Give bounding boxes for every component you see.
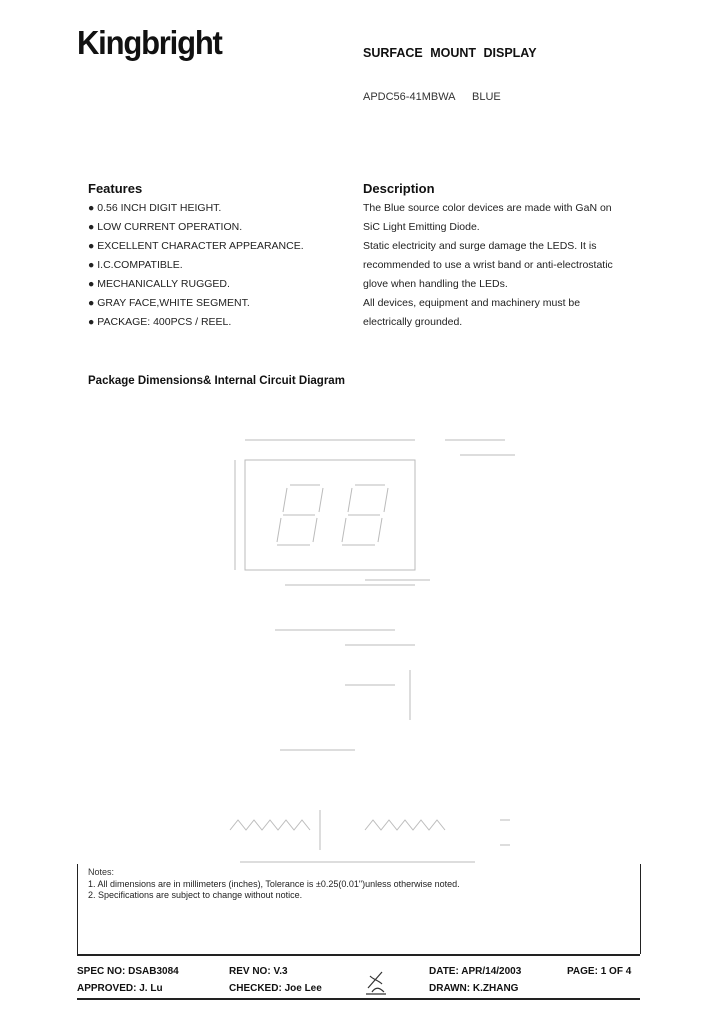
spec-no — [77, 966, 179, 977]
note-line: 2. Specifications are subject to change without notice. — [88, 890, 303, 900]
footer-rule-top — [77, 954, 640, 956]
drawn-value: K.ZHANG — [472, 983, 519, 994]
checked — [229, 983, 322, 994]
drawn-label: DRAWN: — [429, 983, 471, 994]
notes-title: Notes: — [88, 867, 115, 877]
feature-item: ● PACKAGE: 400PCS / REEL. — [88, 316, 232, 328]
signature-mark — [364, 966, 388, 996]
description-line: glove when handling the LEDs. — [363, 278, 508, 290]
feature-item: ● EXCELLENT CHARACTER APPEARANCE. — [88, 240, 304, 252]
part-number: APDC56-41MBWA — [363, 91, 456, 103]
description-heading: Description — [363, 181, 435, 196]
drawing-digit-2 — [342, 485, 388, 545]
description-line: electrically grounded. — [363, 316, 463, 328]
description-line: Static electricity and surge damage the LEDS. It is — [363, 240, 597, 252]
package-dimensions-heading: Package Dimensions& Internal Circuit Diagram — [88, 375, 345, 387]
rev-no — [229, 966, 288, 977]
page-label: PAGE: — [567, 966, 598, 977]
part-color: BLUE — [472, 91, 501, 103]
approved — [77, 983, 163, 994]
approved-value: J. Lu — [139, 983, 163, 994]
feature-item: ● MECHANICALLY RUGGED. — [88, 278, 230, 290]
footer-rule-bottom — [77, 998, 640, 1000]
date-value: APR/14/2003 — [461, 966, 522, 977]
feature-item: ● I.C.COMPATIBLE. — [88, 259, 183, 271]
document-type: SURFACE MOUNT DISPLAY — [363, 46, 537, 60]
description-line: SiC Light Emitting Diode. — [363, 221, 480, 233]
checked-label: CHECKED: — [229, 983, 282, 994]
approved-label: APPROVED: — [77, 983, 137, 994]
notes-box — [77, 864, 641, 954]
date — [429, 966, 521, 977]
description-line: The Blue source color devices are made with GaN on — [363, 202, 612, 214]
drawn — [429, 983, 518, 994]
spec-no-label: SPEC NO: — [77, 966, 126, 977]
spec-no-value: DSAB3084 — [128, 966, 179, 977]
date-label: DATE: — [429, 966, 459, 977]
features-heading: Features — [88, 181, 143, 196]
rev-no-label: REV NO: — [229, 966, 271, 977]
feature-item: ● GRAY FACE,WHITE SEGMENT. — [88, 297, 250, 309]
brand-logo: Kingbright — [77, 24, 222, 62]
checked-value: Joe Lee — [284, 983, 322, 994]
drawing-front-outline — [245, 460, 415, 570]
note-line: 1. All dimensions are in millimeters (inches), Tolerance is ±0.25(0.01")unless otherwise noted. — [88, 879, 460, 889]
page-count — [567, 966, 631, 977]
page-value: 1 OF 4 — [600, 966, 632, 977]
rev-no-value: V.3 — [273, 966, 288, 977]
description-line: All devices, equipment and machinery must be — [363, 297, 581, 309]
description-line: recommended to use a wrist band or anti-electrostatic — [363, 259, 613, 271]
package-drawing — [215, 400, 545, 880]
feature-item: ● LOW CURRENT OPERATION. — [88, 221, 243, 233]
drawing-digit-1 — [277, 485, 323, 545]
feature-item: ● 0.56 INCH DIGIT HEIGHT. — [88, 202, 222, 214]
